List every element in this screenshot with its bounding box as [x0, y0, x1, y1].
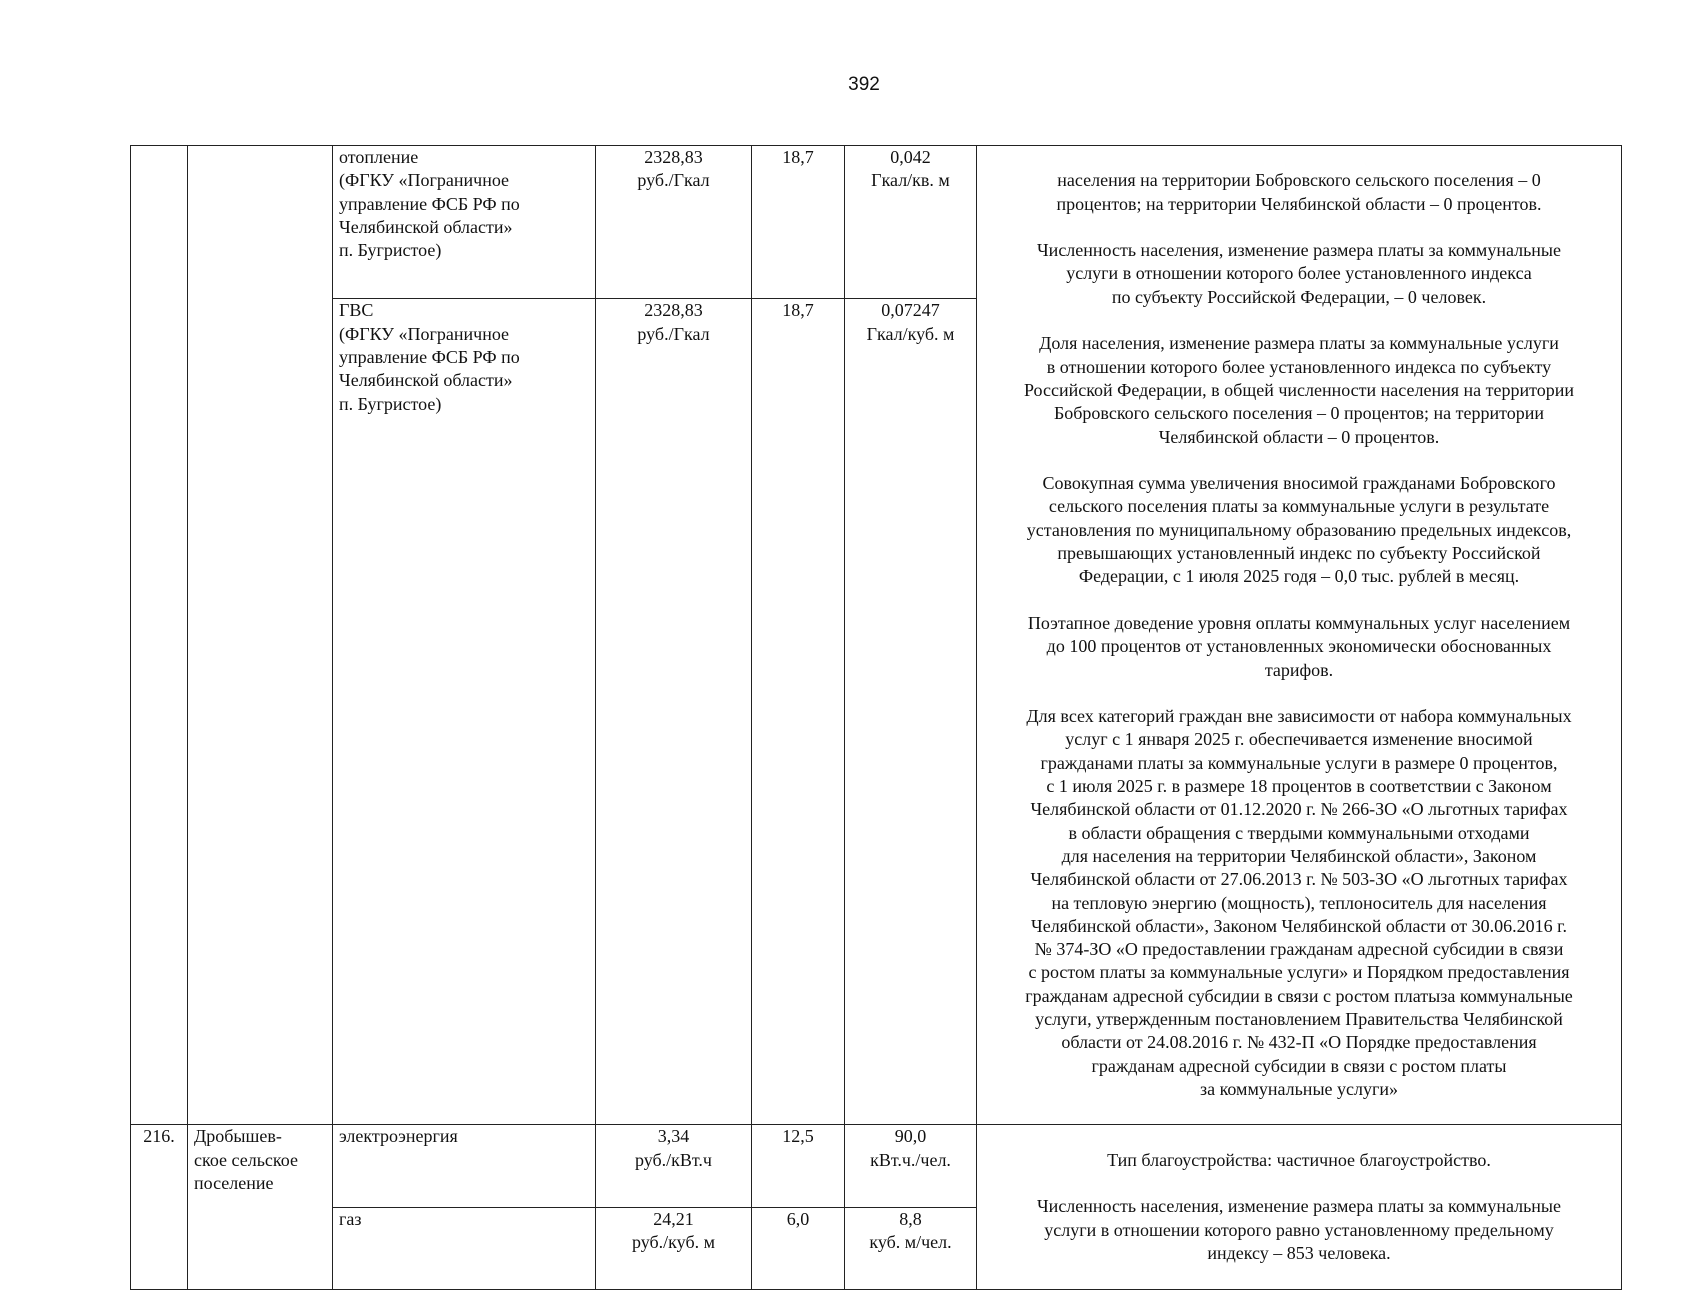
note-paragraph: Численность населения, изменение размера платы за коммунальные услуги в отношении которого более установленного индекса по субъекту Российской Федерации, – 0 человек.: [1036, 240, 1562, 307]
service-cell: газ: [333, 1207, 596, 1289]
note-paragraph: Численность населения, изменение размера платы за коммунальные услуги в отношении которого равно установленному предельному индексу – 853 человека.: [1036, 1196, 1562, 1263]
municipality-cell: Дробышев- ское сельское поселение: [188, 1125, 333, 1289]
note-paragraph: Для всех категорий граждан вне зависимости от набора коммунальных услуг с 1 января 2025 г. обеспечивается изменение вносимой гражданами платы за коммунальные услуги в размере 0 процентов, с 1 июля 2025 г. в размере 18 процентов в соответствии с Законом Челябинской области от 01.12.2020 г. № 266-ЗО «О льготных тарифах в области обращения с твердыми коммунальными отходами для населения на территории Челябинской области», Законом Челябинской области от 27.06.2013 г. № 503-ЗО «О льготных тарифах на тепловую энергию (мощность), теплоноситель для населения Челябинской области», Законом Челябинской области от 30.06.2016 г. № 374-ЗО «О предоставлении гражданам адресной субсидии в связи с ростом платы за коммунальные услуги» и Порядком предоставления гражданам адресной субсидии в связи с ростом платыза коммунальные услуги, утвержденным постановлением Правительства Челябинской области от 24.08.2016 г. № 432-П «О Порядке предоставления гражданам адресной субсидии в связи с ростом платы за коммунальные услуги»: [1025, 706, 1573, 1099]
note-paragraph: населения на территории Бобровского сельского поселения – 0 процентов; на территории Челябинской области – 0 процентов.: [1056, 170, 1542, 214]
norm-cell: 0,042 Гкал/кв. м: [845, 146, 977, 299]
increase-cell: 18,7: [752, 146, 845, 299]
note-paragraph: Поэтапное доведение уровня оплаты коммунальных услуг населением до 100 процентов от установленных экономически обоснованных тарифов.: [1027, 612, 1571, 680]
municipality-cell: [188, 146, 333, 1125]
notes-cell: [977, 1125, 1622, 1289]
tariff-cell: 2328,83 руб./Гкал: [596, 146, 752, 299]
tariff-cell: 2328,83 руб./Гкал: [596, 299, 752, 1125]
tariff-cell: 24,21 руб./куб. м: [596, 1207, 752, 1289]
page-number: 392: [848, 74, 880, 95]
table-row: [131, 1125, 1622, 1207]
table-row: [131, 146, 1622, 299]
tariff-table: [130, 145, 1622, 1290]
service-cell: отопление (ФГКУ «Пограничное управление ФСБ РФ по Челябинской области» п. Бугристое): [333, 146, 596, 299]
row-number-cell: 216.: [131, 1125, 188, 1289]
service-cell: электроэнергия: [333, 1125, 596, 1207]
increase-cell: 6,0: [752, 1207, 845, 1289]
note-paragraph: Доля населения, изменение размера платы за коммунальные услуги в отношении которого более установленного индекса по субъекту Российской Федерации, в общей численности населения на территории Бобровского сельского поселения – 0 процентов; на территории Челябинской области – 0 процентов.: [1023, 333, 1575, 447]
note-paragraph: Тип благоустройства: частичное благоустройство.: [1107, 1149, 1491, 1170]
norm-cell: 0,07247 Гкал/куб. м: [845, 299, 977, 1125]
tariff-cell: 3,34 руб./кВт.ч: [596, 1125, 752, 1207]
increase-cell: 18,7: [752, 299, 845, 1125]
norm-cell: 90,0 кВт.ч./чел.: [845, 1125, 977, 1207]
norm-cell: 8,8 куб. м/чел.: [845, 1207, 977, 1289]
service-cell: ГВС (ФГКУ «Пограничное управление ФСБ РФ по Челябинской области» п. Бугристое): [333, 299, 596, 1125]
notes-cell: [977, 146, 1622, 1125]
row-number-cell: [131, 146, 188, 1125]
note-paragraph: Совокупная сумма увеличения вносимой гражданами Бобровского сельского поселения платы за коммунальные услуги в результате установления по муниципальному образованию предельных индексов, превышающих установленный индекс по субъекту Российской Федерации, с 1 июля 2025 годя – 0,0 тыс. рублей в месяц.: [1026, 473, 1572, 587]
increase-cell: 12,5: [752, 1125, 845, 1207]
